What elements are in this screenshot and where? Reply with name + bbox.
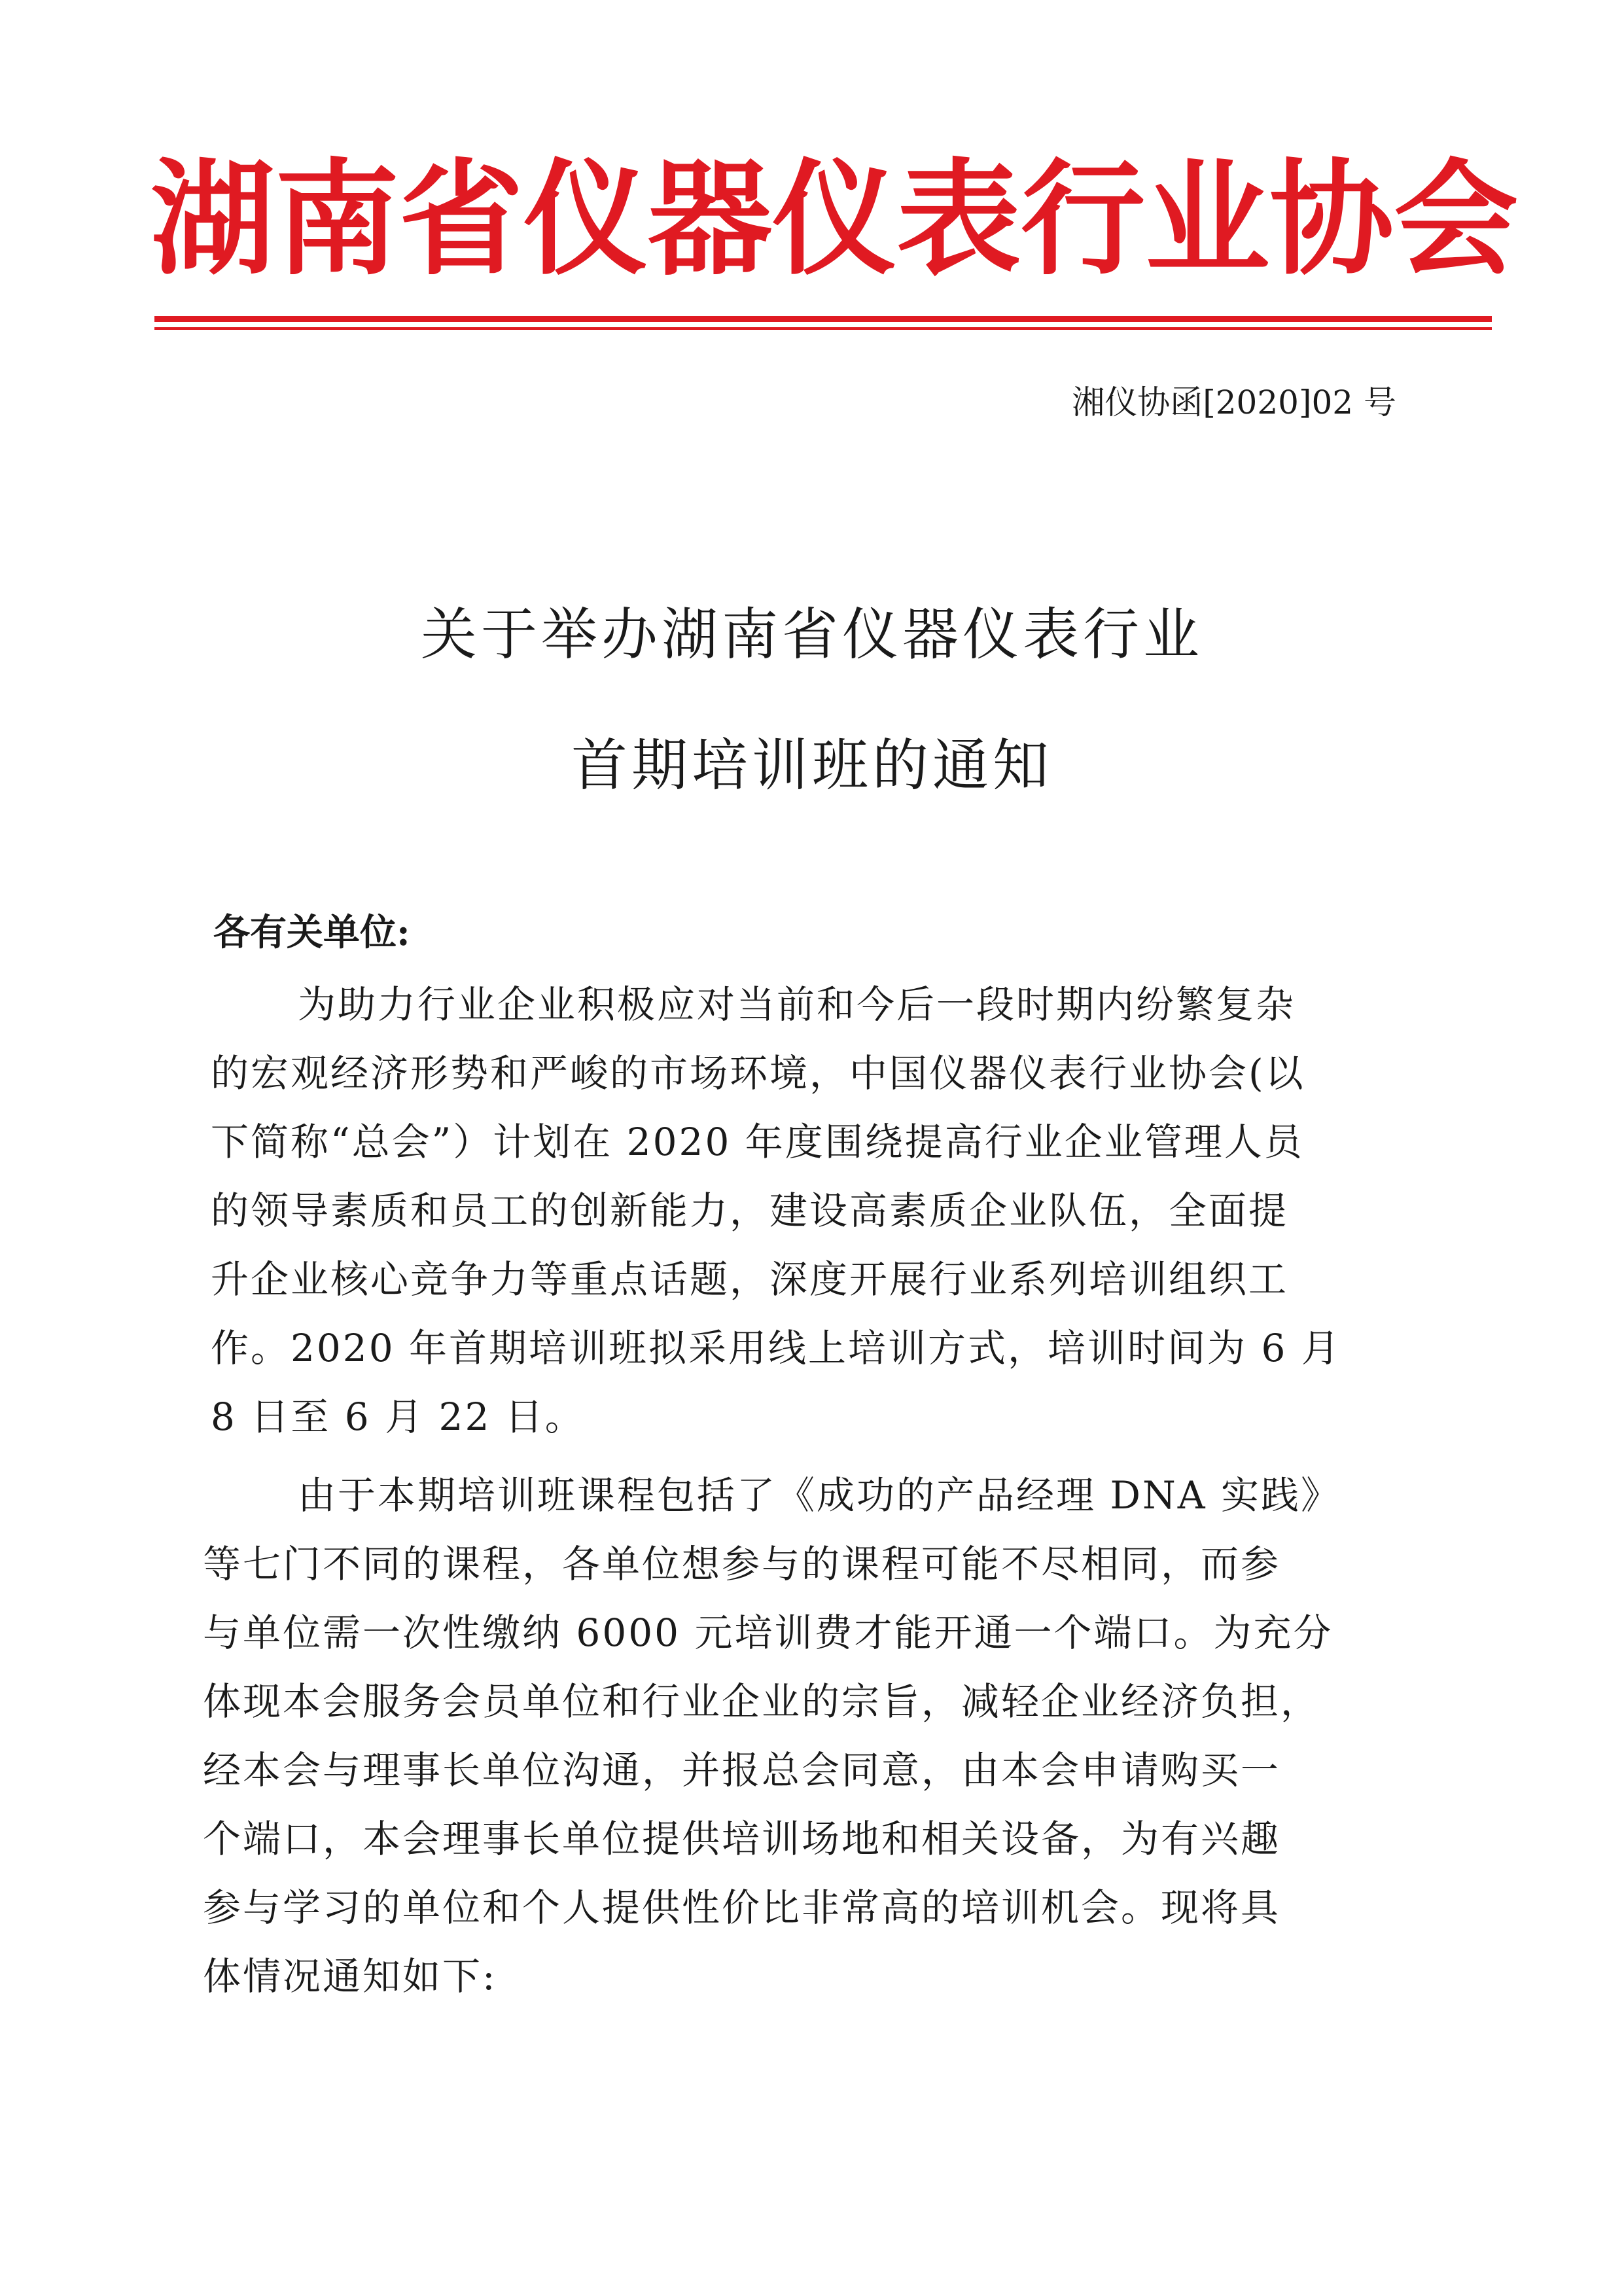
letterhead-char: 器 <box>648 146 773 292</box>
paragraph-1-line: 为助力行业企业积极应对当前和今后一段时期内纷繁复杂 <box>298 982 1296 1027</box>
letterhead-char: 业 <box>1145 146 1270 292</box>
document-number: 湘仪协函[2020]02 号 <box>1072 383 1396 421</box>
document-title-line-2: 首期培训班的通知 <box>571 733 1053 798</box>
letterhead-char: 南 <box>275 146 400 292</box>
paragraph-2-line: 等七门不同的课程，各单位想参与的课程可能不尽相同，而参 <box>203 1542 1281 1586</box>
paragraph-1-line: 8 日至 6 月 22 日。 <box>211 1395 585 1439</box>
organization-letterhead <box>150 141 1519 298</box>
letterhead-char: 协 <box>1269 146 1394 292</box>
paragraph-2-line: 参与学习的单位和个人提供性价比非常高的培训机会。现将具 <box>203 1885 1281 1930</box>
letterhead-char: 省 <box>399 146 524 292</box>
letterhead-char: 行 <box>1021 146 1146 292</box>
paragraph-1-line: 作。2020 年首期培训班拟采用线上培训方式，培训时间为 6 月 <box>211 1326 1341 1370</box>
letterhead-char: 表 <box>896 146 1021 292</box>
letterhead-divider-thin <box>154 327 1492 330</box>
paragraph-2-line: 经本会与理事长单位沟通，并报总会同意，由本会申请购买一 <box>203 1748 1281 1792</box>
paragraph-1-line: 的领导素质和员工的创新能力，建设高素质企业队伍，全面提 <box>211 1188 1289 1233</box>
paragraph-2-line: 体情况通知如下: <box>203 1954 497 1999</box>
paragraph-2-line: 个端口，本会理事长单位提供培训场地和相关设备，为有兴趣 <box>203 1817 1281 1861</box>
salutation: 各有关单位: <box>213 911 410 954</box>
paragraph-2-line: 与单位需一次性缴纳 6000 元培训费才能开通一个端口。为充分 <box>203 1610 1333 1655</box>
document-title-line-1: 关于举办湖南省仪器仪表行业 <box>421 602 1203 667</box>
letterhead-char: 仪 <box>523 146 648 292</box>
letterhead-char: 仪 <box>772 146 897 292</box>
paragraph-1-line: 升企业核心竞争力等重点话题，深度开展行业系列培训组织工 <box>211 1257 1289 1302</box>
paragraph-2-line: 体现本会服务会员单位和行业企业的宗旨，减轻企业经济负担， <box>203 1679 1321 1724</box>
paragraph-1-line: 下简称“总会”）计划在 2020 年度围绕提高行业企业管理人员 <box>211 1120 1304 1164</box>
paragraph-1-line: 的宏观经济形势和严峻的市场环境，中国仪器仪表行业协会(以 <box>211 1051 1305 1095</box>
letterhead-divider-thick <box>154 316 1492 322</box>
letterhead-char: 会 <box>1394 146 1519 292</box>
paragraph-2-line: 由于本期培训班课程包括了《成功的产品经理 DNA 实践》 <box>298 1473 1341 1518</box>
letterhead-char: 湖 <box>150 146 275 292</box>
